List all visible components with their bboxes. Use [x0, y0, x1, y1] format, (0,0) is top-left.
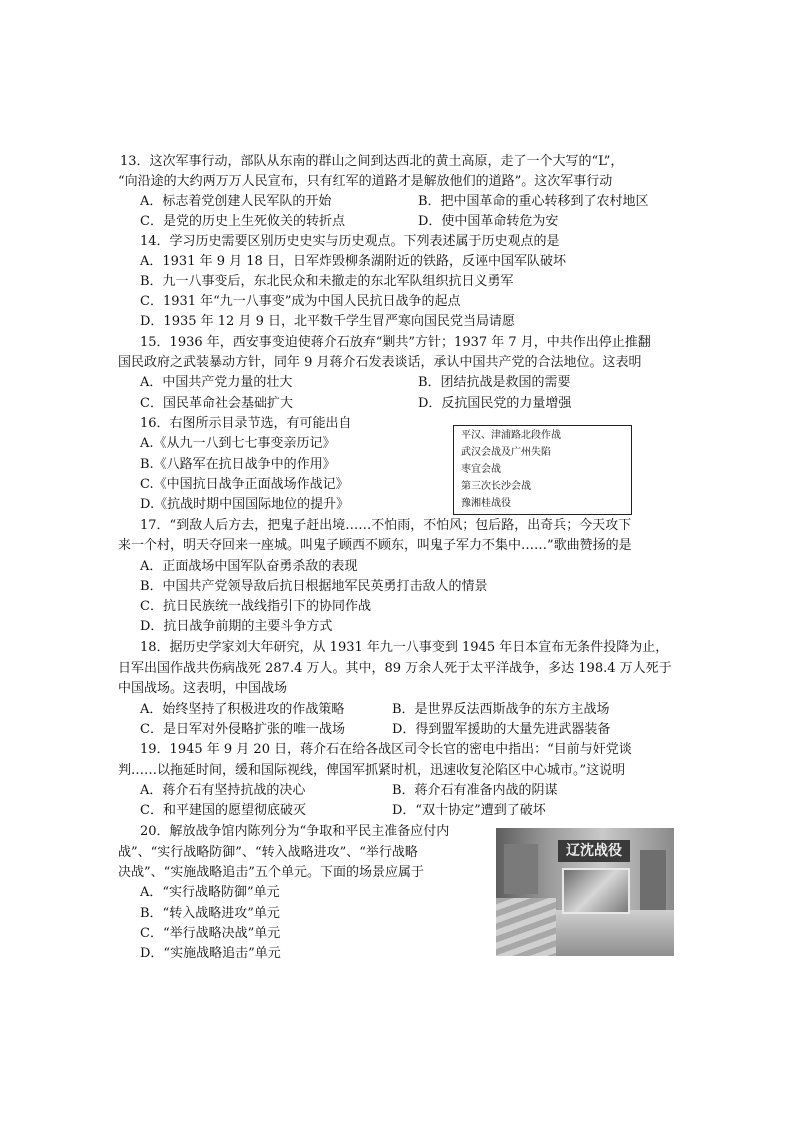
- q19-option-d[interactable]: D．“双十协定”遭到了破坏: [392, 803, 546, 818]
- q14-stem: 14．学习历史需要区别历史史实与历史观点。下列表述属于历史观点的是: [140, 234, 560, 249]
- q13-option-b[interactable]: B．把中国革命的重心转移到了农村地区: [418, 194, 649, 209]
- q16-option-c[interactable]: C.《中国抗日战争正面战场作战记》: [140, 477, 349, 492]
- toc-entry: 枣宜会战: [461, 464, 501, 475]
- q14-option-a[interactable]: A．1931 年 9 月 18 日，日军炸毁柳条湖附近的铁路，反诬中国军队破坏: [140, 254, 566, 269]
- q14-option-c[interactable]: C．1931 年“九一八事变”成为中国人民抗日战争的起点: [140, 294, 461, 309]
- q19-option-b[interactable]: B．蒋介石有准备内战的阴谋: [392, 783, 558, 798]
- q17-option-b[interactable]: B．中国共产党领导敌后抗日根据地军民英勇打击敌人的情景: [140, 579, 488, 594]
- exhibit-picture-frame: [562, 868, 630, 914]
- q15-stem-line-1: 15．1936 年，西安事变迫使蒋介石放弃“剿共”方针；1937 年 7 月，中共作出停止推翻: [140, 335, 651, 350]
- q20-stem-line-2: 战”、“实行战略防御”、“转入战略进攻”、“举行战略: [118, 845, 418, 860]
- q19-stem-line-1: 19．1945 年 9 月 20 日，蒋介石在给各战区司令长官的密电中指出：“目前与奸党谈: [140, 742, 632, 757]
- q13-option-c[interactable]: C．是党的历史上生死攸关的转折点: [140, 214, 345, 229]
- toc-entry: 武汉会战及广州失陷: [461, 447, 551, 458]
- q16-option-b[interactable]: B.《八路军在抗日战争中的作用》: [140, 457, 336, 472]
- q13-stem-line-2: “向沿途的大约两万万人民宣布，只有红军的道路才是解放他们的道路”。这次军事行动: [118, 174, 613, 189]
- q15-option-c[interactable]: C．国民革命社会基础扩大: [140, 396, 293, 411]
- q17-option-c[interactable]: C．抗日民族统一战线指引下的协同作战: [140, 599, 371, 614]
- q18-stem-line-2: 日军出国作战共伤病战死 287.4 万人。其中，89 万余人死于太平洋战争，多达 198.4 万人死于: [118, 661, 672, 676]
- q15-option-b[interactable]: B．团结抗战是救国的需要: [418, 375, 571, 390]
- q13-stem-line-1: 13．这次军事行动，部队从东南的群山之间到达西北的黄土高原，走了一个大写的“L”，: [120, 154, 624, 169]
- q19-option-c[interactable]: C．和平建国的愿望彻底破灭: [140, 803, 306, 818]
- q15-option-d[interactable]: D．反抗国民党的力量增强: [418, 396, 572, 411]
- q14-option-b[interactable]: B．九一八事变后，东北民众和未撤走的东北军队组织抗日义勇军: [140, 274, 514, 289]
- q18-stem-line-3: 中国战场。这表明，中国战场: [118, 681, 288, 696]
- toc-entry: 第三次长沙会战: [461, 481, 531, 492]
- q15-stem-line-2: 国民政府之武装暴动方针，同年 9 月蒋介石发表谈话，承认中国共产党的合法地位。这表明: [118, 355, 642, 370]
- q16-stem: 16．右图所示目录节选，有可能出自: [140, 416, 352, 431]
- q19-stem-line-2: 判……以拖延时间，缓和国际视线，俾国军抓紧时机，迅速收复沦陷区中心城市。”这说明: [118, 763, 626, 778]
- toc-entry: 豫湘桂战役: [461, 498, 511, 509]
- q17-option-a[interactable]: A．正面战场中国军队奋勇杀敌的表现: [140, 559, 358, 574]
- q13-option-d[interactable]: D．使中国革命转危为安: [418, 214, 559, 229]
- q20-stem-line-3: 决战”、“实施战略追击”五个单元。下面的场景应属于: [118, 865, 424, 880]
- q16-option-a[interactable]: A.《从九一八到七七事变亲历记》: [140, 436, 336, 451]
- q16-option-d[interactable]: D.《抗战时期中国国际地位的提升》: [140, 497, 350, 512]
- q18-option-b[interactable]: B．是世界反法西斯战争的东方主战场: [392, 702, 610, 717]
- exhibition-banner: 辽沈战役: [558, 840, 630, 862]
- q18-option-d[interactable]: D．得到盟军援助的大量先进武器装备: [392, 722, 611, 737]
- q13-option-a[interactable]: A．标志着党创建人民军队的开始: [140, 194, 332, 209]
- photo-panel: [640, 850, 666, 910]
- photo-staircase: [496, 898, 556, 956]
- q18-option-c[interactable]: C．是日军对外侵略扩张的唯一战场: [140, 722, 345, 737]
- q18-stem-line-1: 18．据历史学家刘大年研究，从 1931 年九一八事变到 1945 年日本宣布无条件投降为止，: [140, 640, 669, 655]
- q17-option-d[interactable]: D．抗日战争前期的主要斗争方式: [140, 619, 333, 634]
- q18-option-a[interactable]: A．始终坚持了积极进攻的作战策略: [140, 702, 345, 717]
- q20-stem-line-1: 20．解放战争馆内陈列分为“争取和平民主准备应付内: [140, 824, 450, 839]
- photo-panel: [504, 844, 538, 894]
- table-of-contents-excerpt: [453, 425, 632, 515]
- q20-option-d[interactable]: D．“实施战略追击”单元: [140, 946, 281, 961]
- q20-option-a[interactable]: A．“实行战略防御”单元: [140, 885, 280, 900]
- q20-option-c[interactable]: C．“举行战略决战”单元: [140, 926, 281, 941]
- q19-option-a[interactable]: A．蒋介石有坚持抗战的决心: [140, 783, 306, 798]
- exhibition-hall-photo: [496, 828, 674, 956]
- q17-stem-line-2: 来一个村，明天夺回来一座城。叫鬼子顾西不顾东，叫鬼子军力不集中……”歌曲赞扬的是: [118, 538, 632, 553]
- q20-option-b[interactable]: B．“转入战略进攻”单元: [140, 906, 280, 921]
- toc-entry: 平汉、津浦路北段作战: [461, 430, 561, 441]
- q17-stem-line-1: 17．“到敌人后方去，把鬼子赶出境……不怕雨，不怕风；包后路，出奇兵；今天攻下: [140, 518, 632, 533]
- q14-option-d[interactable]: D．1935 年 12 月 9 日，北平数千学生冒严寒向国民党当局请愿: [140, 314, 515, 329]
- q15-option-a[interactable]: A．中国共产党力量的壮大: [140, 375, 293, 390]
